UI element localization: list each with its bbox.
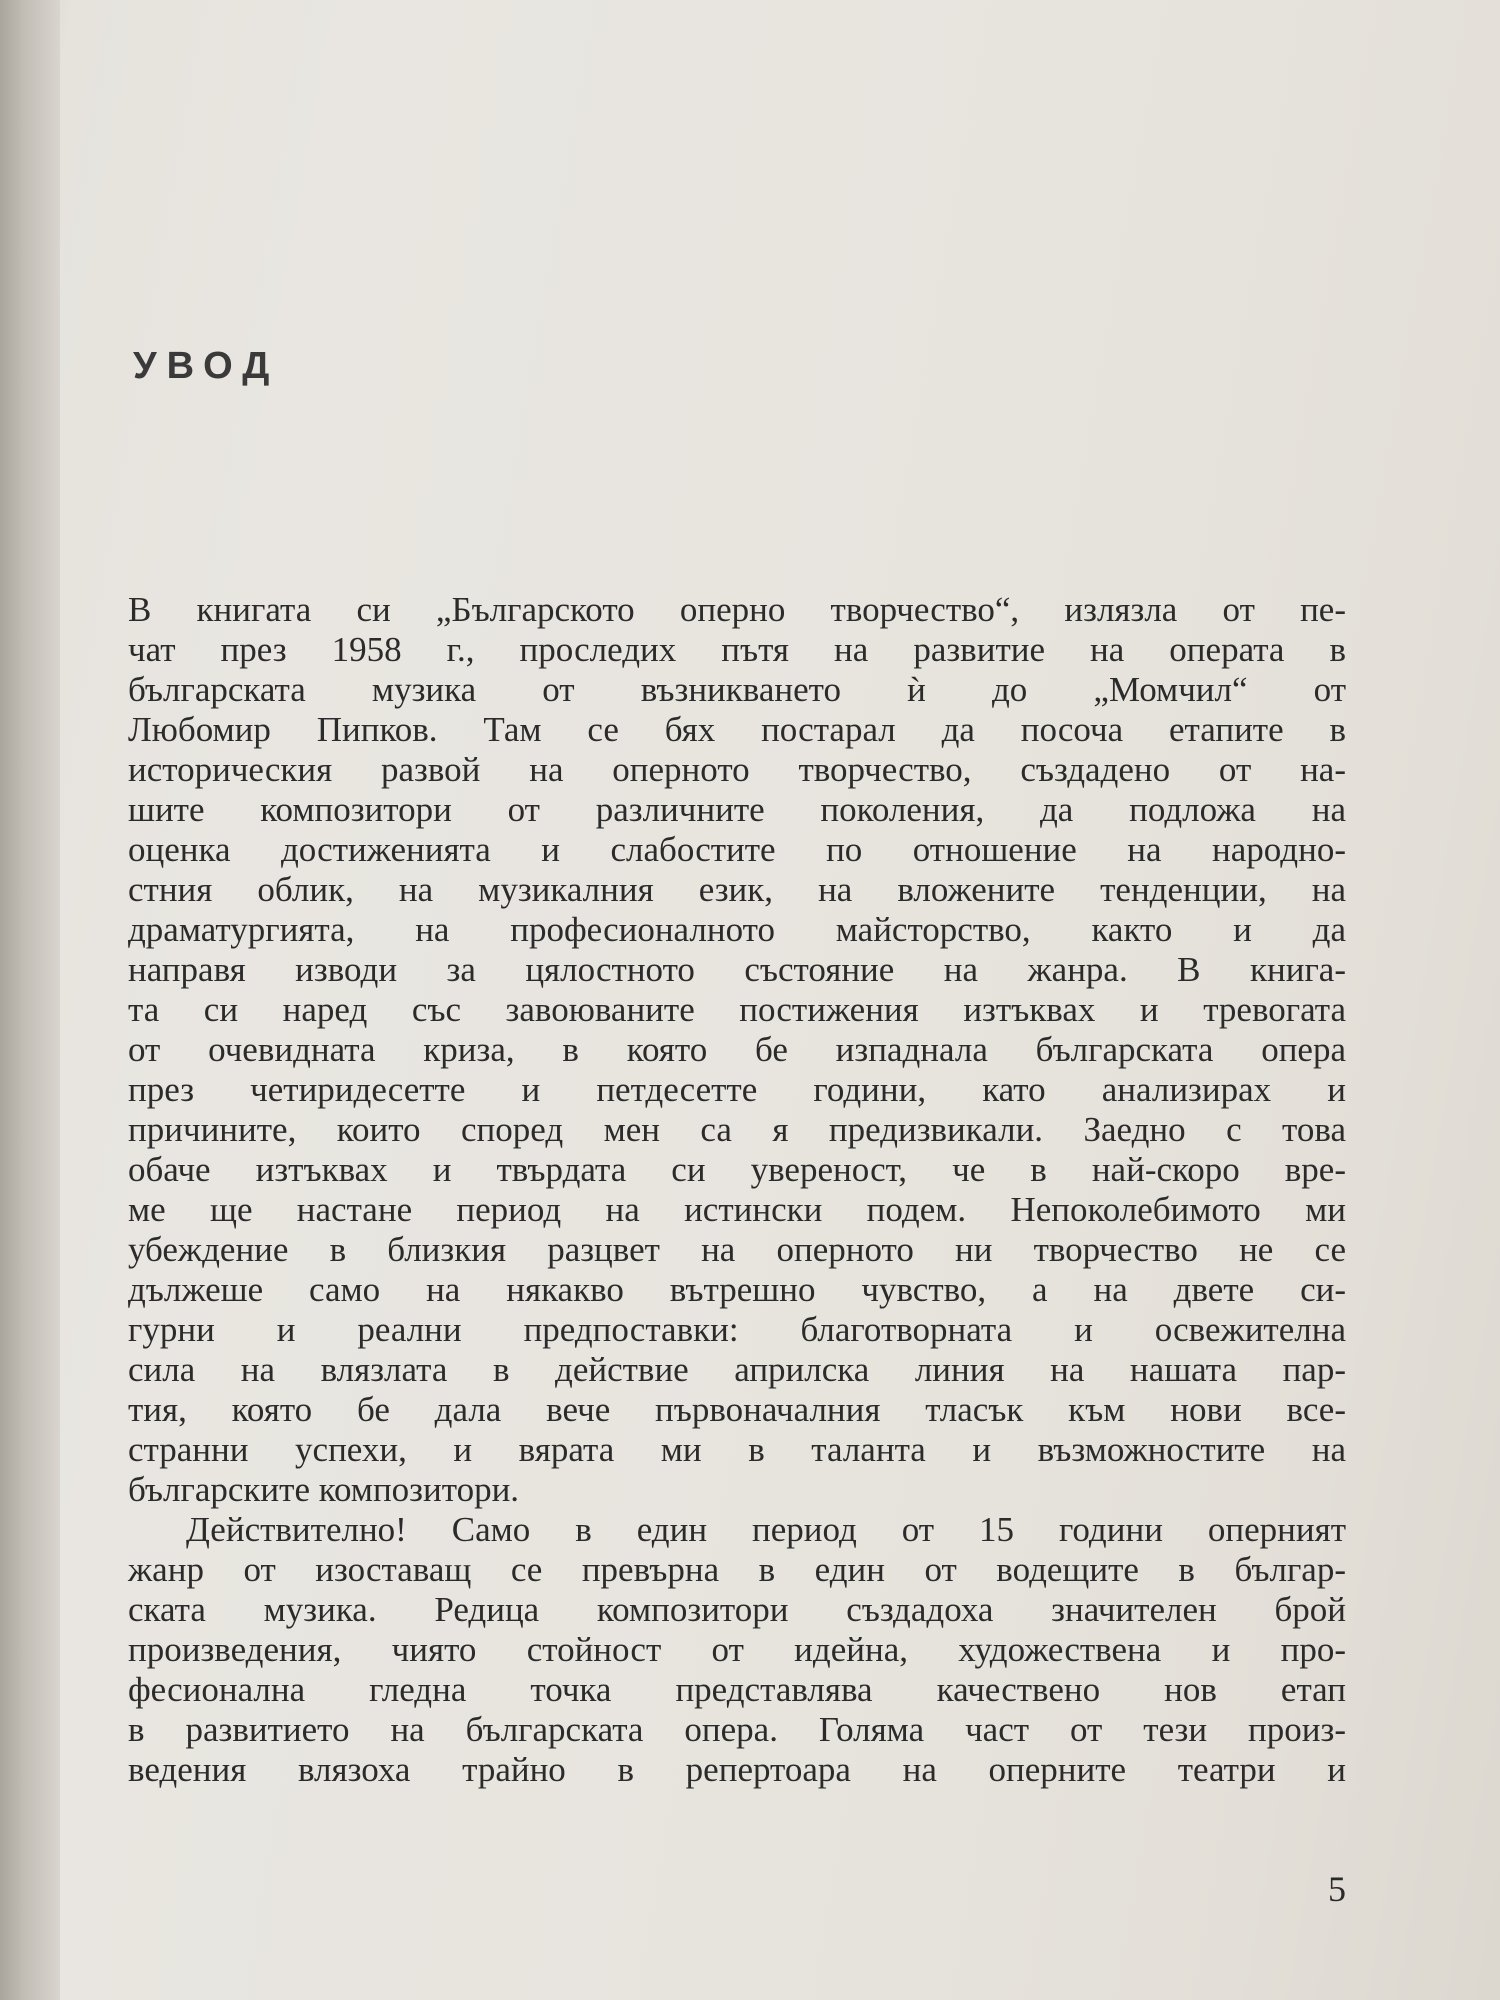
text-line: българските композитори.: [128, 1470, 520, 1509]
text-line: стния облик, на музикалния език, на вложените тенденции, на: [128, 870, 1346, 909]
text-line: фесионална гледна точка представлява качествено нов етап: [128, 1670, 1346, 1709]
text-line: Действително! Само в един период от 15 години оперният: [186, 1510, 1346, 1549]
text-line: ската музика. Редица композитори създадоха значителен брой: [128, 1590, 1346, 1629]
text-line: произведения, чиято стойност от идейна, художествена и про-: [128, 1630, 1346, 1669]
body-text: [128, 590, 1346, 1790]
text-line: дължеше само на някакво вътрешно чувство, а на двете си-: [128, 1270, 1346, 1309]
text-line: през четиридесетте и петдесетте години, като анализирах и: [128, 1070, 1346, 1109]
page-number: 5: [1328, 1869, 1346, 1909]
text-line: странни успехи, и вярата ми в таланта и възможностите на: [128, 1430, 1346, 1469]
text-line: тия, която бе дала вече първоначалния тласък към нови все-: [128, 1390, 1346, 1429]
text-line: направя изводи за цялостното състояние на жанра. В книга-: [128, 950, 1346, 989]
text-line: българската музика от възникването ѝ до „Момчил“ от: [128, 670, 1346, 709]
book-page: [125, 0, 1350, 2000]
paragraph: [128, 590, 1346, 1510]
text-line: оценка достиженията и слабостите по отношение на народно-: [128, 830, 1346, 869]
text-line: гурни и реални предпоставки: благотворната и освежителна: [128, 1310, 1346, 1349]
text-line: убеждение в близкия разцвет на оперното ни творчество не се: [128, 1230, 1346, 1269]
text-line: ме ще настане период на истински подем. Непоколебимото ми: [128, 1190, 1346, 1229]
text-line: Любомир Пипков. Там се бях постарал да посоча етапите в: [128, 710, 1346, 749]
text-line: сила на влязлата в действие априлска линия на нашата пар-: [128, 1350, 1346, 1389]
text-line: ведения влязоха трайно в репертоара на оперните театри и: [128, 1750, 1346, 1789]
text-line: от очевидната криза, в която бе изпаднала българската опера: [128, 1030, 1346, 1069]
text-line: обаче изтъквах и твърдата си увереност, че в най-скоро вре-: [128, 1150, 1346, 1189]
paragraph: [128, 1510, 1346, 1790]
text-line: историческия развой на оперното творчество, създадено от на-: [128, 750, 1346, 789]
text-line: жанр от изоставащ се превърна в един от водещите в българ-: [128, 1550, 1346, 1589]
text-line: та си наред със завоюваните постижения изтъквах и тревогата: [128, 990, 1346, 1029]
text-line: драматургията, на професионалното майсторство, както и да: [128, 910, 1346, 949]
text-line: чат през 1958 г., проследих пътя на развитие на операта в: [128, 630, 1346, 669]
text-line: В книгата си „Българското оперно творчество“, излязла от пе-: [128, 590, 1346, 629]
chapter-heading: УВОД: [133, 345, 280, 387]
text-line: причините, които според мен са я предизвикали. Заедно с това: [128, 1110, 1346, 1149]
book-gutter-shadow: [0, 0, 60, 2000]
text-line: шите композитори от различните поколения, да подложа на: [128, 790, 1346, 829]
text-line: в развитието на българската опера. Голяма част от тези произ-: [128, 1710, 1346, 1749]
